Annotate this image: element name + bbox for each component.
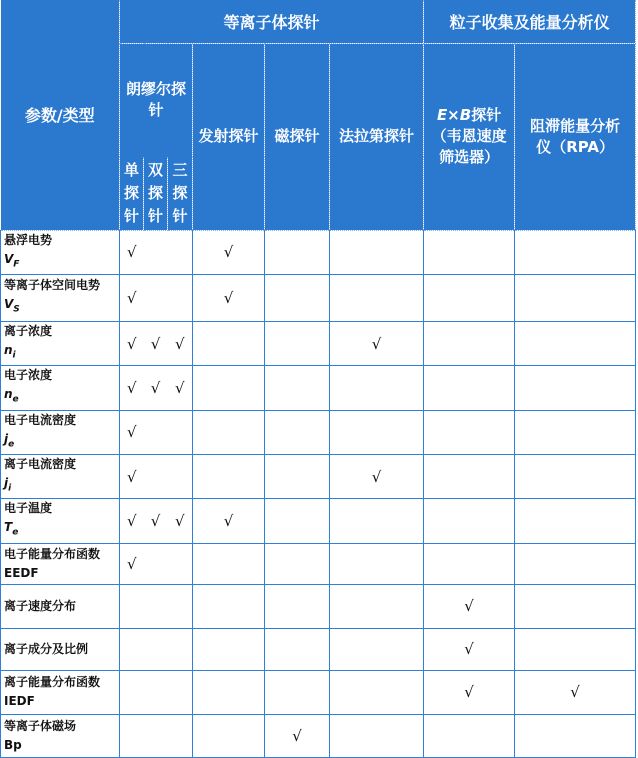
row-symbol: n: [4, 342, 13, 357]
check-cell-faraday: [330, 274, 424, 321]
table-row: [1, 366, 636, 410]
check-cell-exb: √: [424, 584, 515, 628]
check-cell-exb: [424, 274, 515, 321]
check-cell-double: [144, 274, 168, 321]
row-label-text: 离子能量分布函数: [4, 675, 101, 690]
row-label-text: 悬浮电势: [4, 232, 53, 247]
check-cell-single: √: [120, 274, 144, 321]
row-label-text: 离子成分及比例: [4, 641, 89, 656]
check-cell-double: √: [144, 366, 168, 410]
table-row: [1, 714, 636, 757]
row-label: [1, 366, 120, 410]
check-cell-faraday: [330, 714, 424, 757]
table-row: [1, 499, 636, 543]
check-cell-emissive: √: [193, 499, 265, 543]
check-cell-magnetic: [265, 321, 330, 365]
row-symbol: j: [4, 476, 9, 491]
row-label-abbrev: IEDF: [4, 694, 35, 709]
check-cell-magnetic: √: [265, 714, 330, 757]
plasma-probe-group-header: 等离子体探针: [120, 0, 424, 43]
check-cell-double: √: [144, 499, 168, 543]
check-cell-triple: √: [168, 366, 193, 410]
table-row: [1, 455, 636, 499]
check-cell-triple: [168, 274, 193, 321]
check-cell-rpa: [515, 321, 636, 365]
check-cell-emissive: [193, 455, 265, 499]
table-row: [1, 584, 636, 628]
check-cell-emissive: [193, 543, 265, 584]
table-body: [1, 230, 636, 757]
table-row: [1, 321, 636, 365]
check-cell-single: [120, 584, 144, 628]
row-label-text: 离子速度分布: [4, 598, 77, 613]
check-cell-single: [120, 628, 144, 670]
row-symbol: j: [4, 431, 9, 446]
row-label-text: 电子电流密度: [4, 412, 77, 427]
row-label-text: 离子浓度: [4, 323, 53, 338]
row-label: [1, 543, 120, 584]
check-cell-triple: [168, 543, 193, 584]
check-cell-emissive: [193, 410, 265, 454]
check-cell-single: √: [120, 321, 144, 365]
check-cell-single: √: [120, 410, 144, 454]
check-cell-emissive: [193, 584, 265, 628]
table-row: [1, 670, 636, 714]
magnetic-probe-header: 磁探针: [265, 43, 330, 230]
check-cell-faraday: [330, 628, 424, 670]
check-cell-exb: √: [424, 628, 515, 670]
check-cell-single: √: [120, 499, 144, 543]
check-cell-magnetic: [265, 584, 330, 628]
row-symbol-subscript: i: [12, 350, 16, 361]
row-label-text: 电子能量分布函数: [4, 546, 101, 561]
exb-symbol: E×B: [436, 106, 472, 124]
table-header: [1, 0, 636, 230]
check-cell-magnetic: [265, 499, 330, 543]
check-cell-exb: [424, 543, 515, 584]
check-cell-triple: [168, 455, 193, 499]
check-cell-rpa: √: [515, 670, 636, 714]
check-cell-rpa: [515, 410, 636, 454]
check-cell-single: √: [120, 543, 144, 584]
row-symbol-subscript: F: [13, 258, 20, 269]
check-cell-triple: √: [168, 499, 193, 543]
check-cell-rpa: [515, 274, 636, 321]
check-cell-rpa: [515, 584, 636, 628]
check-cell-rpa: [515, 455, 636, 499]
check-cell-magnetic: [265, 366, 330, 410]
row-label: [1, 584, 120, 628]
check-cell-double: √: [144, 321, 168, 365]
check-cell-rpa: [515, 543, 636, 584]
row-label: [1, 410, 120, 454]
check-cell-exb: [424, 714, 515, 757]
check-cell-rpa: [515, 714, 636, 757]
row-label-abbrev: EEDF: [4, 565, 39, 580]
check-cell-faraday: √: [330, 455, 424, 499]
row-label: [1, 499, 120, 543]
check-cell-exb: [424, 499, 515, 543]
check-cell-magnetic: [265, 670, 330, 714]
check-cell-double: [144, 714, 168, 757]
check-cell-double: [144, 230, 168, 274]
row-label-text: 离子电流密度: [4, 457, 77, 472]
check-cell-double: [144, 628, 168, 670]
check-cell-faraday: [330, 670, 424, 714]
row-symbol: V: [4, 297, 14, 312]
row-label: [1, 628, 120, 670]
row-symbol-subscript: e: [12, 527, 19, 538]
row-label-text: 电子温度: [4, 501, 53, 516]
check-cell-emissive: √: [193, 274, 265, 321]
check-cell-double: [144, 455, 168, 499]
check-cell-faraday: [330, 366, 424, 410]
check-cell-rpa: [515, 628, 636, 670]
check-cell-double: [144, 543, 168, 584]
check-cell-exb: [424, 366, 515, 410]
check-cell-triple: [168, 230, 193, 274]
emissive-probe-header: 发射探针: [193, 43, 265, 230]
check-cell-magnetic: [265, 628, 330, 670]
check-cell-triple: [168, 584, 193, 628]
row-label: [1, 670, 120, 714]
check-cell-double: [144, 670, 168, 714]
check-cell-triple: [168, 628, 193, 670]
check-cell-rpa: [515, 230, 636, 274]
row-symbol-subscript: e: [12, 394, 19, 405]
single-probe-header: 单探针: [120, 157, 144, 230]
check-cell-emissive: [193, 714, 265, 757]
row-label: [1, 455, 120, 499]
table-row: [1, 628, 636, 670]
check-cell-magnetic: [265, 455, 330, 499]
langmuir-probe-header: 朗缪尔探针: [120, 43, 193, 157]
check-cell-faraday: [330, 499, 424, 543]
row-label: [1, 274, 120, 321]
check-cell-magnetic: [265, 230, 330, 274]
check-cell-triple: [168, 670, 193, 714]
row-label-text: 电子浓度: [4, 368, 53, 383]
check-cell-faraday: [330, 543, 424, 584]
table-row: [1, 230, 636, 274]
triple-probe-header: 三探针: [168, 157, 193, 230]
table-row: [1, 274, 636, 321]
check-cell-single: √: [120, 366, 144, 410]
check-cell-single: √: [120, 230, 144, 274]
row-label: [1, 321, 120, 365]
row-symbol: V: [4, 251, 14, 266]
check-cell-rpa: [515, 499, 636, 543]
check-cell-emissive: [193, 628, 265, 670]
row-symbol-subscript: S: [13, 304, 20, 315]
particle-analyzer-group-header: 粒子收集及能量分析仪: [424, 0, 636, 43]
check-cell-emissive: [193, 670, 265, 714]
check-cell-exb: [424, 321, 515, 365]
check-cell-triple: [168, 714, 193, 757]
exb-probe-label: 探针（韦恩速度筛选器）: [431, 106, 507, 166]
check-cell-exb: [424, 410, 515, 454]
faraday-probe-header: 法拉第探针: [330, 43, 424, 230]
exb-probe-header: [424, 43, 515, 230]
check-cell-magnetic: [265, 543, 330, 584]
table-row: [1, 543, 636, 584]
check-cell-faraday: √: [330, 321, 424, 365]
row-label: [1, 714, 120, 757]
row-symbol-subscript: e: [8, 439, 15, 450]
check-cell-rpa: [515, 366, 636, 410]
check-cell-double: [144, 584, 168, 628]
check-cell-single: √: [120, 455, 144, 499]
check-cell-emissive: [193, 366, 265, 410]
check-cell-emissive: [193, 321, 265, 365]
check-cell-magnetic: [265, 410, 330, 454]
row-label-abbrev: Bp: [4, 737, 22, 752]
row-label: [1, 230, 120, 274]
check-cell-exb: √: [424, 670, 515, 714]
check-cell-faraday: [330, 584, 424, 628]
check-cell-triple: [168, 410, 193, 454]
row-label-text: 等离子体空间电势: [4, 278, 101, 293]
row-label-text: 等离子体磁场: [4, 718, 77, 733]
check-cell-double: [144, 410, 168, 454]
check-cell-magnetic: [265, 274, 330, 321]
table-row: [1, 410, 636, 454]
check-cell-faraday: [330, 410, 424, 454]
row-symbol-subscript: i: [8, 483, 12, 494]
check-cell-triple: √: [168, 321, 193, 365]
check-cell-single: [120, 670, 144, 714]
check-cell-exb: [424, 230, 515, 274]
check-cell-single: [120, 714, 144, 757]
check-cell-faraday: [330, 230, 424, 274]
row-symbol: T: [4, 520, 13, 535]
double-probe-header: 双探针: [144, 157, 168, 230]
param-type-header: 参数/类型: [1, 0, 120, 230]
check-cell-emissive: √: [193, 230, 265, 274]
check-cell-exb: [424, 455, 515, 499]
rpa-header: 阻滞能量分析仪（RPA）: [515, 43, 636, 230]
row-symbol: n: [4, 387, 13, 402]
